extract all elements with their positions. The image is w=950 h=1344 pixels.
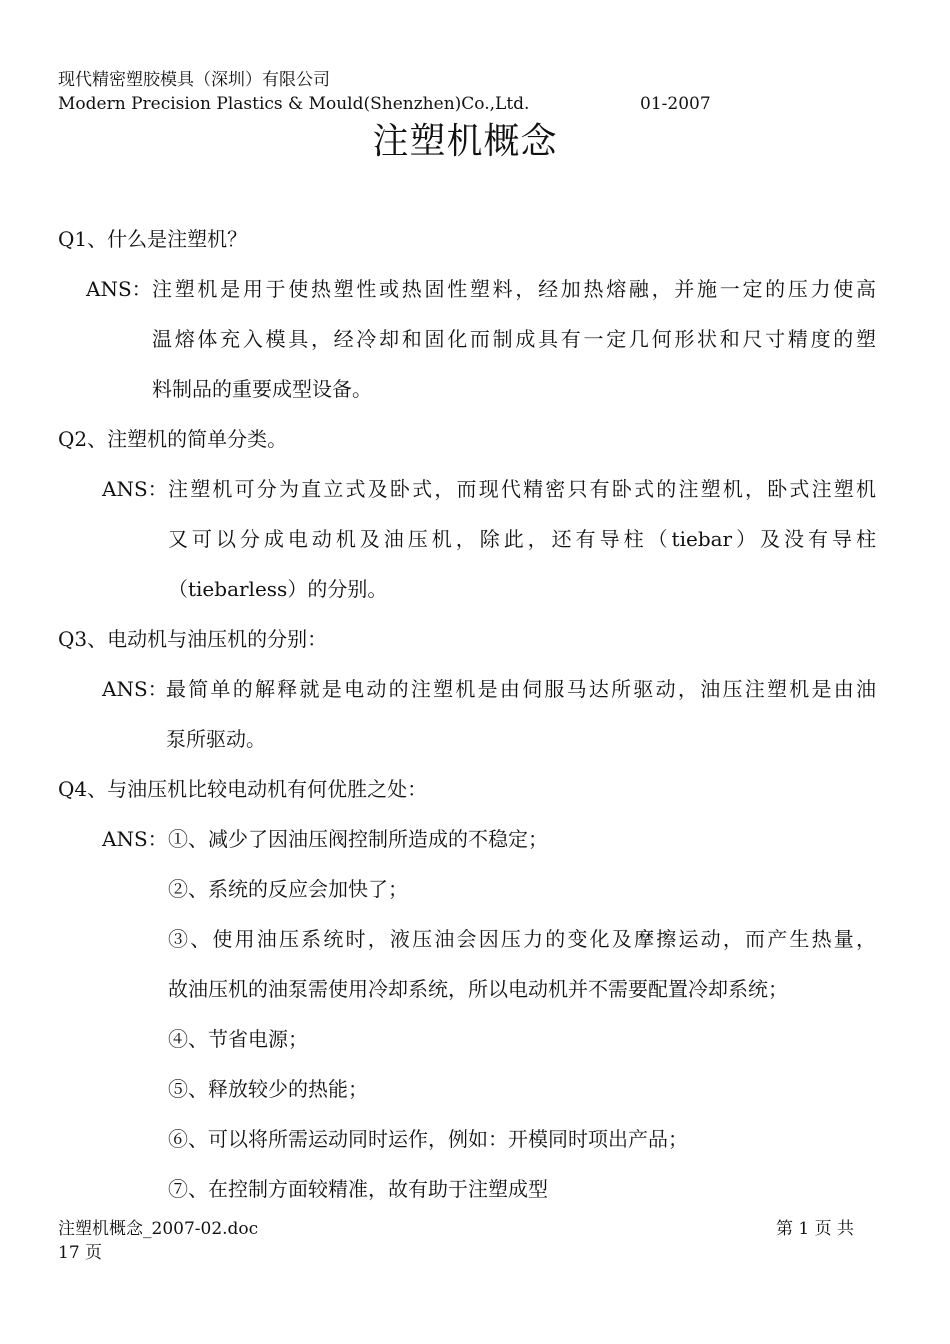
answer-3-label: ANS： [102, 677, 168, 701]
answer-4-item-3-cont: 故油压机的油泵需使用冷却系统，所以电动机并不需要配置冷却系统； [168, 977, 788, 1001]
answer-4-item-2: ②、系统的反应会加快了； [168, 877, 408, 901]
answer-1-line-2: 温熔体充入模具，经冷却和固化而制成具有一定几何形状和尺寸精度的塑 [152, 327, 876, 351]
question-1: Q1、什么是注塑机？ [58, 227, 248, 251]
answer-3-line-1: 最简单的解释就是电动的注塑机是由伺服马达所驱动，油压注塑机是由油 [166, 677, 876, 701]
company-name-en: Modern Precision Plastics & Mould(Shenzhen)Co.,Ltd. [58, 94, 530, 114]
header-date: 01-2007 [640, 94, 711, 114]
answer-4-item-4: ④、节省电源； [168, 1027, 308, 1051]
answer-1-line-1: 注塑机是用于使热塑性或热固性塑料，经加热熔融，并施一定的压力使高 [152, 277, 876, 301]
answer-1-line-3: 料制品的重要成型设备。 [152, 377, 372, 401]
answer-4-item-6: ⑥、可以将所需运动同时运作，例如：开模同时项出产品； [168, 1127, 688, 1151]
answer-1-label: ANS： [86, 277, 152, 301]
question-3: Q3、电动机与油压机的分别： [58, 627, 328, 651]
answer-2-line-3: （tiebarless）的分别。 [168, 577, 388, 601]
question-4: Q4、与油压机比较电动机有何优胜之处： [58, 777, 428, 801]
answer-4-item-7: ⑦、在控制方面较精准，故有助于注塑成型 [168, 1177, 548, 1201]
footer-filename: 注塑机概念_2007-02.doc [58, 1219, 259, 1239]
answer-2-line-2: 又可以分成电动机及油压机，除此，还有导柱（tiebar）及没有导柱 [168, 527, 876, 551]
company-name-cn: 现代精密塑胶模具（深圳）有限公司 [58, 70, 330, 90]
footer-page-info: 第 1 页 共 [776, 1219, 855, 1239]
answer-3-line-2: 泵所驱动。 [166, 727, 266, 751]
answer-4-label: ANS： [102, 827, 168, 851]
question-2: Q2、注塑机的简单分类。 [58, 427, 288, 451]
answer-4-item-1: ①、减少了因油压阀控制所造成的不稳定； [168, 827, 548, 851]
answer-4-item-3: ③、使用油压系统时，液压油会因压力的变化及摩擦运动，而产生热量， [168, 927, 876, 951]
page-title: 注塑机概念 [372, 121, 558, 162]
answer-4-item-5: ⑤、释放较少的热能； [168, 1077, 368, 1101]
answer-2-line-1: 注塑机可分为直立式及卧式，而现代精密只有卧式的注塑机，卧式注塑机 [168, 477, 876, 501]
answer-2-label: ANS： [102, 477, 168, 501]
footer-page-total: 17 页 [58, 1243, 103, 1263]
